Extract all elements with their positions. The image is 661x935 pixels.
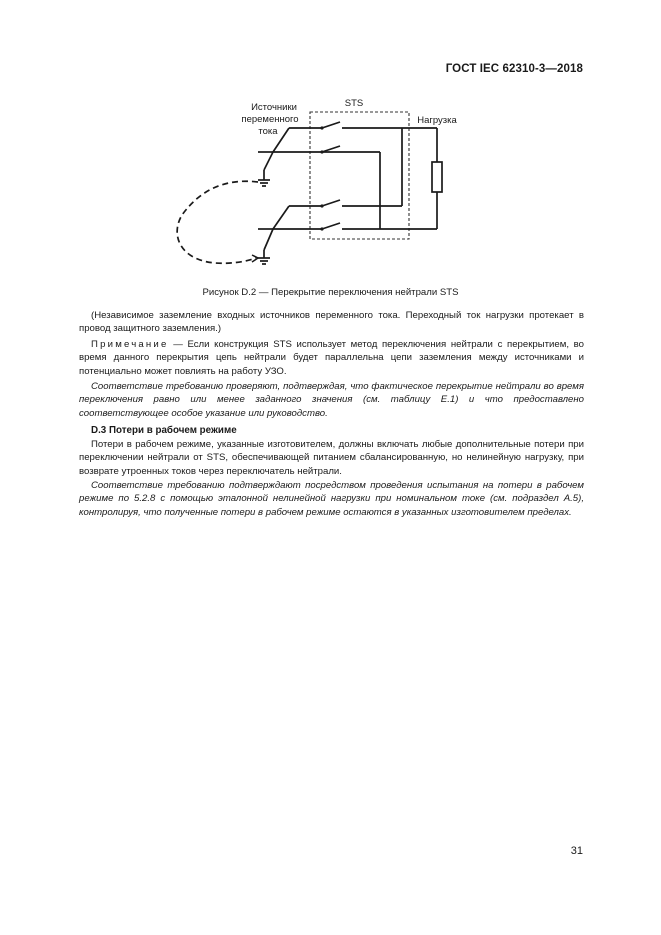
note-text: — Если конструкция STS использует метод переключения нейтрали с перекрытием, во время данного перекрытия цепь нейтрали будет параллельна цепи заземления между источниками и потенциально может повлиять на работу УЗО. [79, 339, 584, 377]
label-load: Нагрузка [417, 115, 457, 126]
document-header: ГОСТ IEC 62310-3—2018 [445, 63, 583, 75]
paragraph-note [79, 338, 584, 378]
ground-loop-arrowhead [252, 255, 258, 262]
figure-caption: Рисунок D.2 — Перекрытие переключения нейтрали STS [202, 287, 459, 298]
label-sources-line1: Источники [251, 102, 297, 113]
ground-loop-dashed [177, 181, 258, 263]
paragraph-losses: Потери в рабочем режиме, указанные изготовителем, должны включать любые дополнительные потери при переключении нейтрали от STS, обеспечивающей питанием сбалансированную, но нелинейную нагрузку, при возврате утроенных токов через переключатель нейтрали. [79, 439, 584, 477]
paragraph-compliance-check: Соответствие требованию проверяют, подтверждая, что фактическое перекрытие нейтрали во время переключения равно или менее заданного значения (см. таблицу Е.1) и что предоставлено соответствующее особое указание или руководство. [79, 381, 584, 419]
paragraph-grounding: (Независимое заземление входных источников переменного тока. Переходный ток нагрузки протекает в провод защитного заземления.) [79, 310, 584, 335]
sts-boundary [310, 112, 409, 239]
load-resistor [432, 162, 442, 192]
paragraph-losses-compliance: Соответствие требованию подтверждают посредством проведения испытания на потери в рабочем режиме по 5.2.8 с помощью эталонной нелинейной нагрузки при номинальном токе (см. подраздел А.5), контролируя, что полученные потери в рабочем режиме остаются в указанных изготовителем пределах. [79, 480, 584, 518]
sts-neutral-overlap-diagram [0, 0, 661, 280]
section-title-d3: D.3 Потери в рабочем режиме [91, 425, 237, 436]
label-sts: STS [344, 98, 364, 109]
label-sources-line2: переменного [241, 114, 299, 125]
note-label: Примечание [91, 339, 169, 350]
page-number: 31 [570, 845, 583, 857]
label-sources-line3: тока [258, 126, 278, 137]
